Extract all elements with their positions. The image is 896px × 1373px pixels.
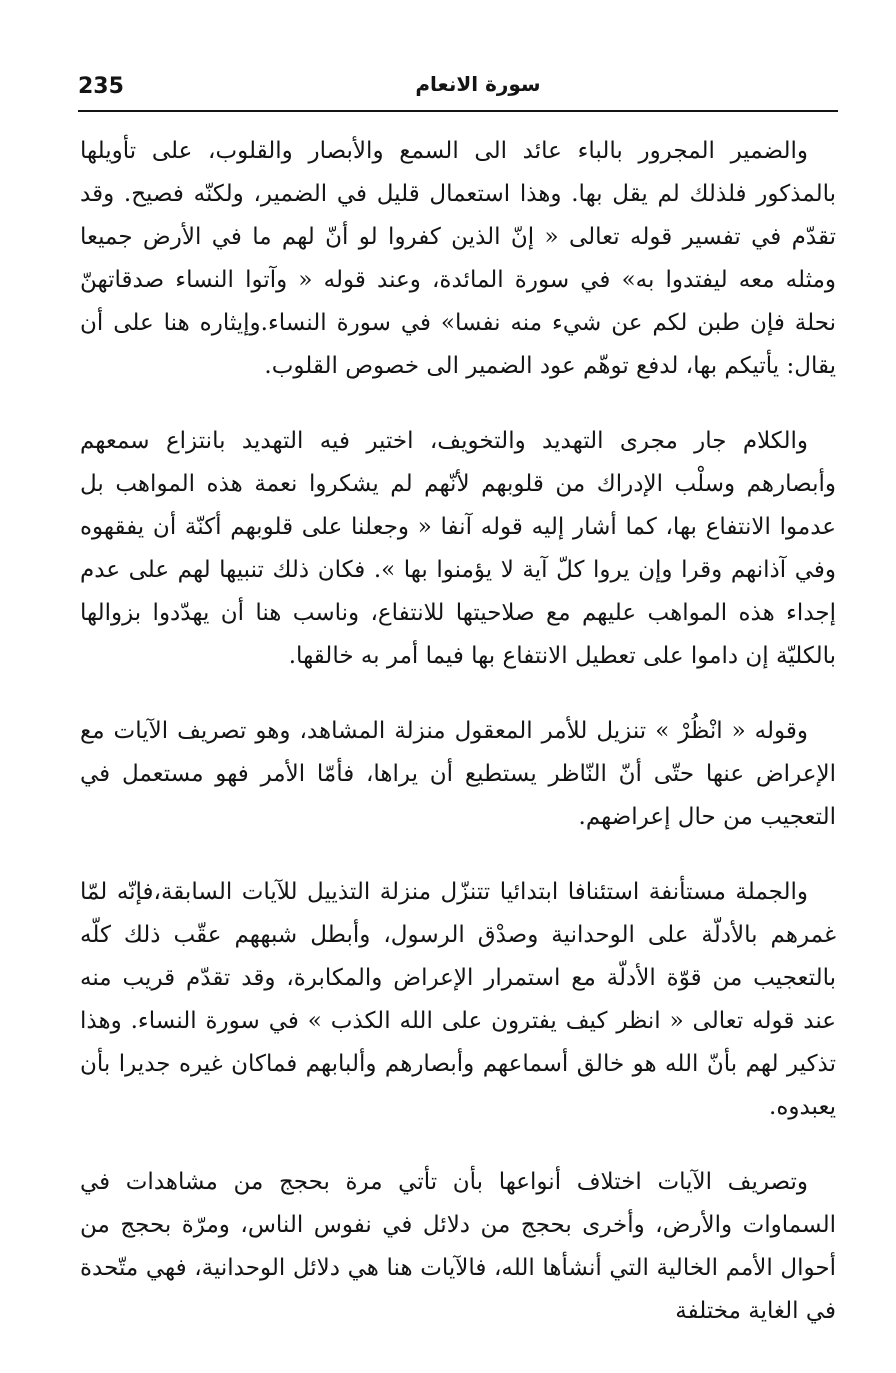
paragraph: وتصريف الآيات اختلاف أنواعها بأن تأتي مرة بحجج من مشاهدات في السماوات والأرض، وأخرى بحجج من دلائل في نفوس الناس، ومرّة بحجج من أحوال الأمم الخالية التي أنشأها الله، فالآيات هنا هي دلائل الوحدانية، فهي متّحدة في الغاية مختلفة <box>80 1169 836 1324</box>
header-rule <box>78 110 838 112</box>
paragraph: والكلام جار مجرى التهديد والتخويف، اختير فيه التهديد بانتزاع سمعهم وأبصارهم وسلْب الإدراك من قلوبهم لأنّهم لم يشكروا نعمة هذه المواهب بل عدموا الانتفاع بها، كما أشار إليه قوله آنفا « وجعلنا على قلوبهم أكنّة أن يفقهوه وفي آذانهم وقرا وإن يروا كلّ آية لا يؤمنوا بها ». فكان ذلك تنبيها لهم على عدم إجداء هذه المواهب عليهم مع صلاحيتها للانتفاع، وناسب هنا أن يهدّدوا بزوالها بالكليّة إن داموا على تعطيل الانتفاع بها فيما أمر به خالقها. <box>80 428 837 669</box>
body-text <box>80 130 836 1365</box>
page-header <box>78 68 838 112</box>
page-number: 235 <box>78 74 124 99</box>
paragraph: والجملة مستأنفة استئنافا ابتدائيا تتنزّل منزلة التذييل للآيات السابقة،فإنّه لمّا غمرهم بالأدلّة على الوحدانية وصدْق الرسول، وأبطل شبههم عقّب ذلك كلّه بالتعجيب من قوّة الأدلّة مع استمرار الإعراض والمكابرة، وقد تقدّم قريب منه عند قوله تعالى « انظر كيف يفترون على الله الكذب » في سورة النساء. وهذا تذكير لهم بأنّ الله هو خالق أسماعهم وأبصارهم وألبابهم فماكان غيره جديرا بأن يعبدوه. <box>80 879 836 1120</box>
paragraph: والضمير المجرور بالباء عائد الى السمع والأبصار والقلوب، على تأويلها بالمذكور فلذلك لم يقل بها. وهذا استعمال قليل في الضمير، ولكنّه فصيح. وقد تقدّم في تفسير قوله تعالى « إنّ الذين كفروا لو أنّ لهم ما في الأرض جميعا ومثله معه ليفتدوا به» في سورة المائدة، وعند قوله « وآتوا النساء صدقاتهنّ نحلة فإن طبن لكم عن شيء منه نفسا» في سورة النساء.وإيثاره هنا على أن يقال: يأتيكم بها، لدفع توهّم عود الضمير الى خصوص القلوب. <box>80 138 836 379</box>
paragraph: وقوله « انْظُرْ » تنزيل للأمر المعقول منزلة المشاهد، وهو تصريف الآيات مع الإعراض عنها حتّى أنّ النّاظر يستطيع أن يراها، فأمّا الأمر فهو مستعمل في التعجيب من حال إعراضهم. <box>80 718 836 830</box>
running-title: سورة الانعام <box>415 72 541 96</box>
